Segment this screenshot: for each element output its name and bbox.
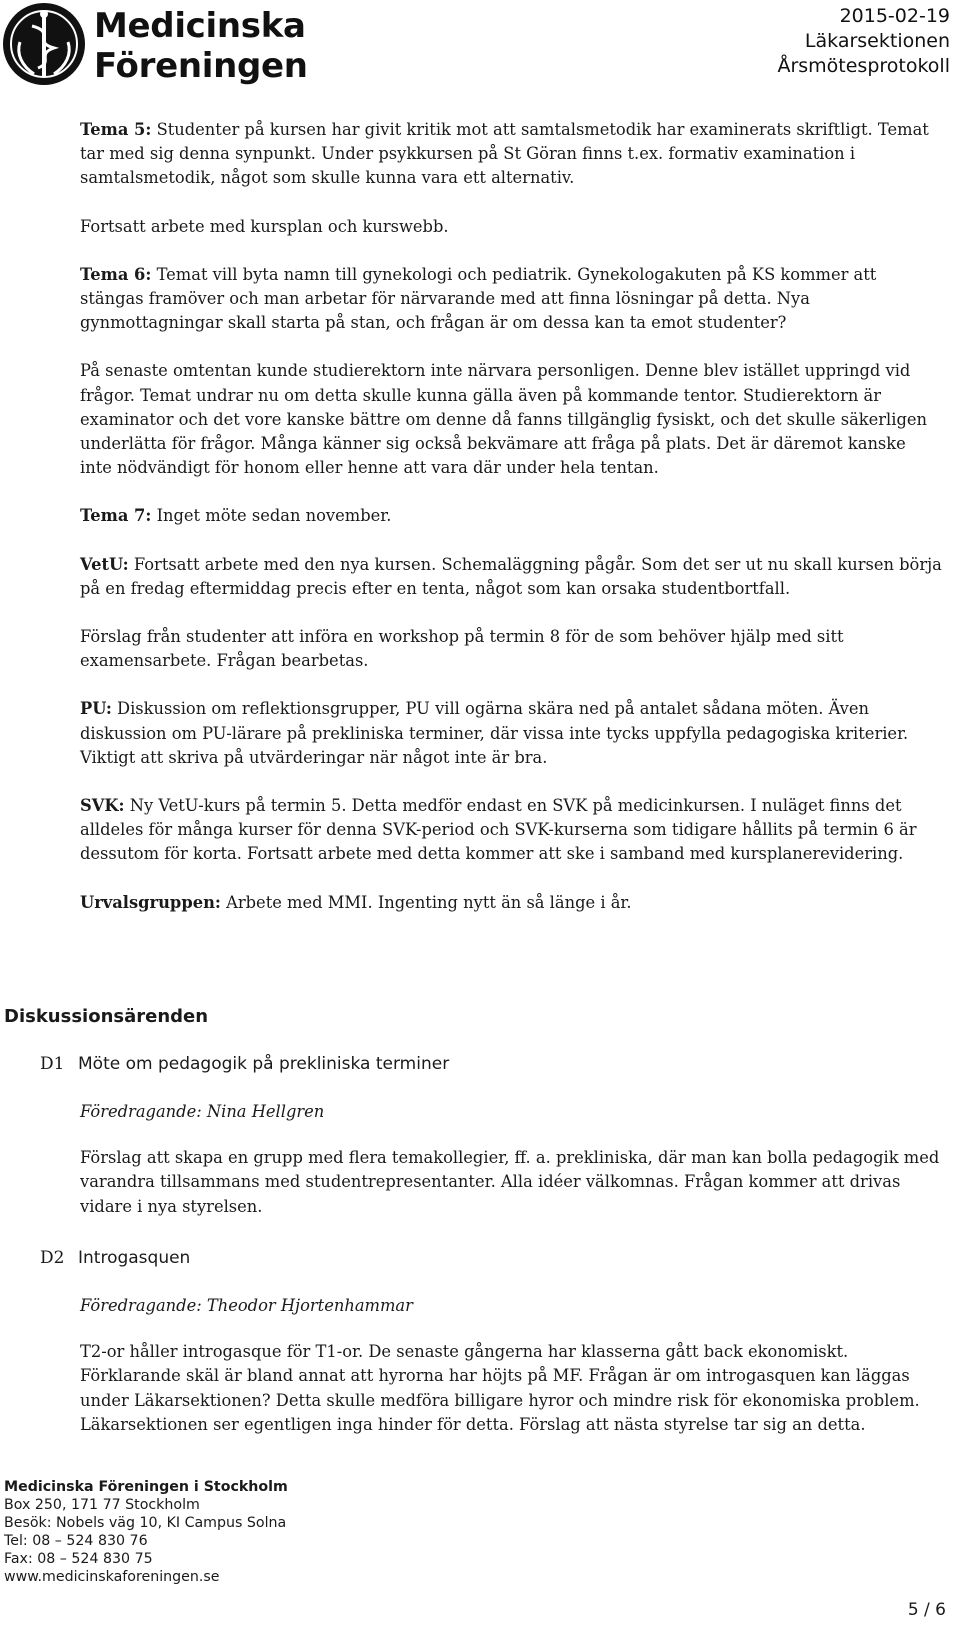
paragraph — [80, 118, 942, 191]
agenda-item-title: Möte om pedagogik på prekliniska terminer — [78, 1054, 450, 1074]
paragraph-label: PU: — [80, 699, 112, 719]
agenda-item-presenter: Föredragande: Nina Hellgren — [80, 1102, 325, 1121]
footer-fax: Fax: 08 – 524 830 75 — [4, 1551, 153, 1567]
agenda-item-title: Introgasquen — [78, 1248, 191, 1268]
paragraph-text: Förslag från studenter att införa en workshop på termin 8 för de som behöver hjälp med sitt examensarbete. Frågan bearbetas. — [80, 627, 844, 671]
footer-org: Medicinska Föreningen i Stockholm — [4, 1479, 288, 1495]
footer-tel: Tel: 08 – 524 830 76 — [4, 1533, 148, 1549]
paragraph — [80, 504, 942, 528]
paragraph — [80, 625, 942, 673]
paragraph-label: Urvalsgruppen: — [80, 892, 221, 912]
document-meta — [777, 4, 950, 79]
agenda-item-number: D2 — [40, 1248, 65, 1268]
agenda-item-text: T2-or håller introgasque för T1-or. De senaste gångerna har klasserna gått back ekonomiskt. Förklarande skäl är bland annat att hyrorna har höjts på MF. Frågan är om introgasquen kan läggas under Läkarsektionen? Detta skulle medföra billigare hyror och mindre risk för ekonomiska problem. Läkarsektionen ser egentligen inga hinder för detta. Förslag att nästa styrelse tar sig an detta. — [80, 1342, 920, 1434]
page-number: 5 / 6 — [907, 1600, 946, 1620]
paragraph-text: Temat vill byta namn till gynekologi och pediatrik. Gynekologakuten på KS kommer att stängas framöver och man arbetar för närvarande med att finna lösningar på detta. Nya gynmottagningar skall starta på stan, och frågan är om dessa kan ta emot studenter? — [80, 264, 877, 333]
document-date: 2015-02-19 — [839, 5, 950, 27]
footer-web-link[interactable]: www.medicinskaforeningen.se — [4, 1569, 220, 1585]
logo-wordmark — [94, 6, 308, 86]
paragraph — [80, 263, 942, 336]
agenda-item-heading — [40, 1054, 449, 1074]
agenda-item-body — [80, 1100, 942, 1219]
paragraph — [80, 359, 942, 480]
paragraph-text: Fortsatt arbete med den nya kursen. Schemaläggning pågår. Som det ser ut nu skall kursen börja på en fredag eftermiddag precis efter en tenta, något som kan orsaka studentbortfall. — [80, 554, 942, 598]
logo — [2, 2, 308, 90]
paragraph-text: Ny VetU-kurs på termin 5. Detta medför endast en SVK på medicinkursen. I nuläget finns det alldeles för många kurser för denna SVK-period och SVK-kurserna som tidigare hållits på termin 6 är dessutom för korta. Fortsatt arbete med detta kommer att ske i samband med kursplanerevidering. — [80, 796, 917, 864]
footer-address — [4, 1478, 288, 1586]
agenda-item-presenter: Föredragande: Theodor Hjortenhammar — [80, 1296, 413, 1315]
footer-visit: Besök: Nobels väg 10, KI Campus Solna — [4, 1515, 287, 1531]
paragraph-text: Diskussion om reflektionsgrupper, PU vill ogärna skära ned på antalet sådana möten. Även diskussion om PU-lärare på prekliniska terminer, där vissa inte tycks uppfylla pedagogiska kriterier. Viktigt att skriva på utvärderingar när något inte är bra. — [80, 699, 909, 767]
logo-line-1: Medicinska — [94, 6, 306, 46]
paragraph-text: Studenter på kursen har givit kritik mot att samtalsmetodik har examinerats skriftligt. Temat tar med sig denna synpunkt. Under psykkursen på St Göran finns t.ex. formativ examination i samtalsmetodik, något som skulle kunna vara ett alternativ. — [80, 120, 929, 188]
paragraph-text: På senaste omtentan kunde studierektorn inte närvara personligen. Denne blev istället uppringd vid frågor. Temat undrar nu om detta skulle kunna gälla även på kommande tentor. Studierektorn är examinator och det vore kanske bättre om denne då fanns tillgänglig fysiskt, och det skulle säkerligen underlätta för frågor. Många känner sig också bekvämare att fråga på plats. Det är däremot kanske inte nödvändigt för honom eller henne att vara där under hela tentan. — [80, 361, 928, 478]
paragraph-text: Fortsatt arbete med kursplan och kurswebb. — [80, 216, 449, 236]
logo-line-2: Föreningen — [94, 46, 308, 86]
agenda-item-body — [80, 1294, 942, 1437]
agenda-item-number: D1 — [40, 1054, 65, 1074]
footer-postal: Box 250, 171 77 Stockholm — [4, 1497, 200, 1513]
caduceus-emblem-icon — [2, 2, 86, 86]
paragraph — [80, 215, 942, 239]
paragraph — [80, 891, 942, 915]
paragraph-label: VetU: — [80, 554, 129, 574]
document-section: Läkarsektionen — [804, 30, 950, 52]
paragraph-label: Tema 5: — [80, 120, 152, 139]
paragraph — [80, 697, 942, 770]
paragraph — [80, 794, 942, 867]
agenda-item-heading — [40, 1248, 190, 1268]
paragraph-label: Tema 6: — [80, 264, 152, 284]
document-type: Årsmötesprotokoll — [777, 55, 950, 77]
paragraph-text: Arbete med MMI. Ingenting nytt än så länge i år. — [220, 892, 632, 912]
paragraph-text: Inget möte sedan november. — [151, 506, 392, 526]
paragraph-label: SVK: — [80, 796, 125, 816]
report-body — [80, 118, 942, 939]
section-title: Diskussionsärenden — [4, 1006, 209, 1027]
paragraph — [80, 553, 942, 601]
paragraph-label: Tema 7: — [80, 506, 152, 526]
agenda-item-text: Förslag att skapa en grupp med flera temakollegier, ff. a. prekliniska, där man kan bolla pedagogik med varandra tillsammans med studentrepresentanter. Alla idéer välkomnas. Frågan kommer att drivas vidare i nya styrelsen. — [80, 1148, 940, 1216]
